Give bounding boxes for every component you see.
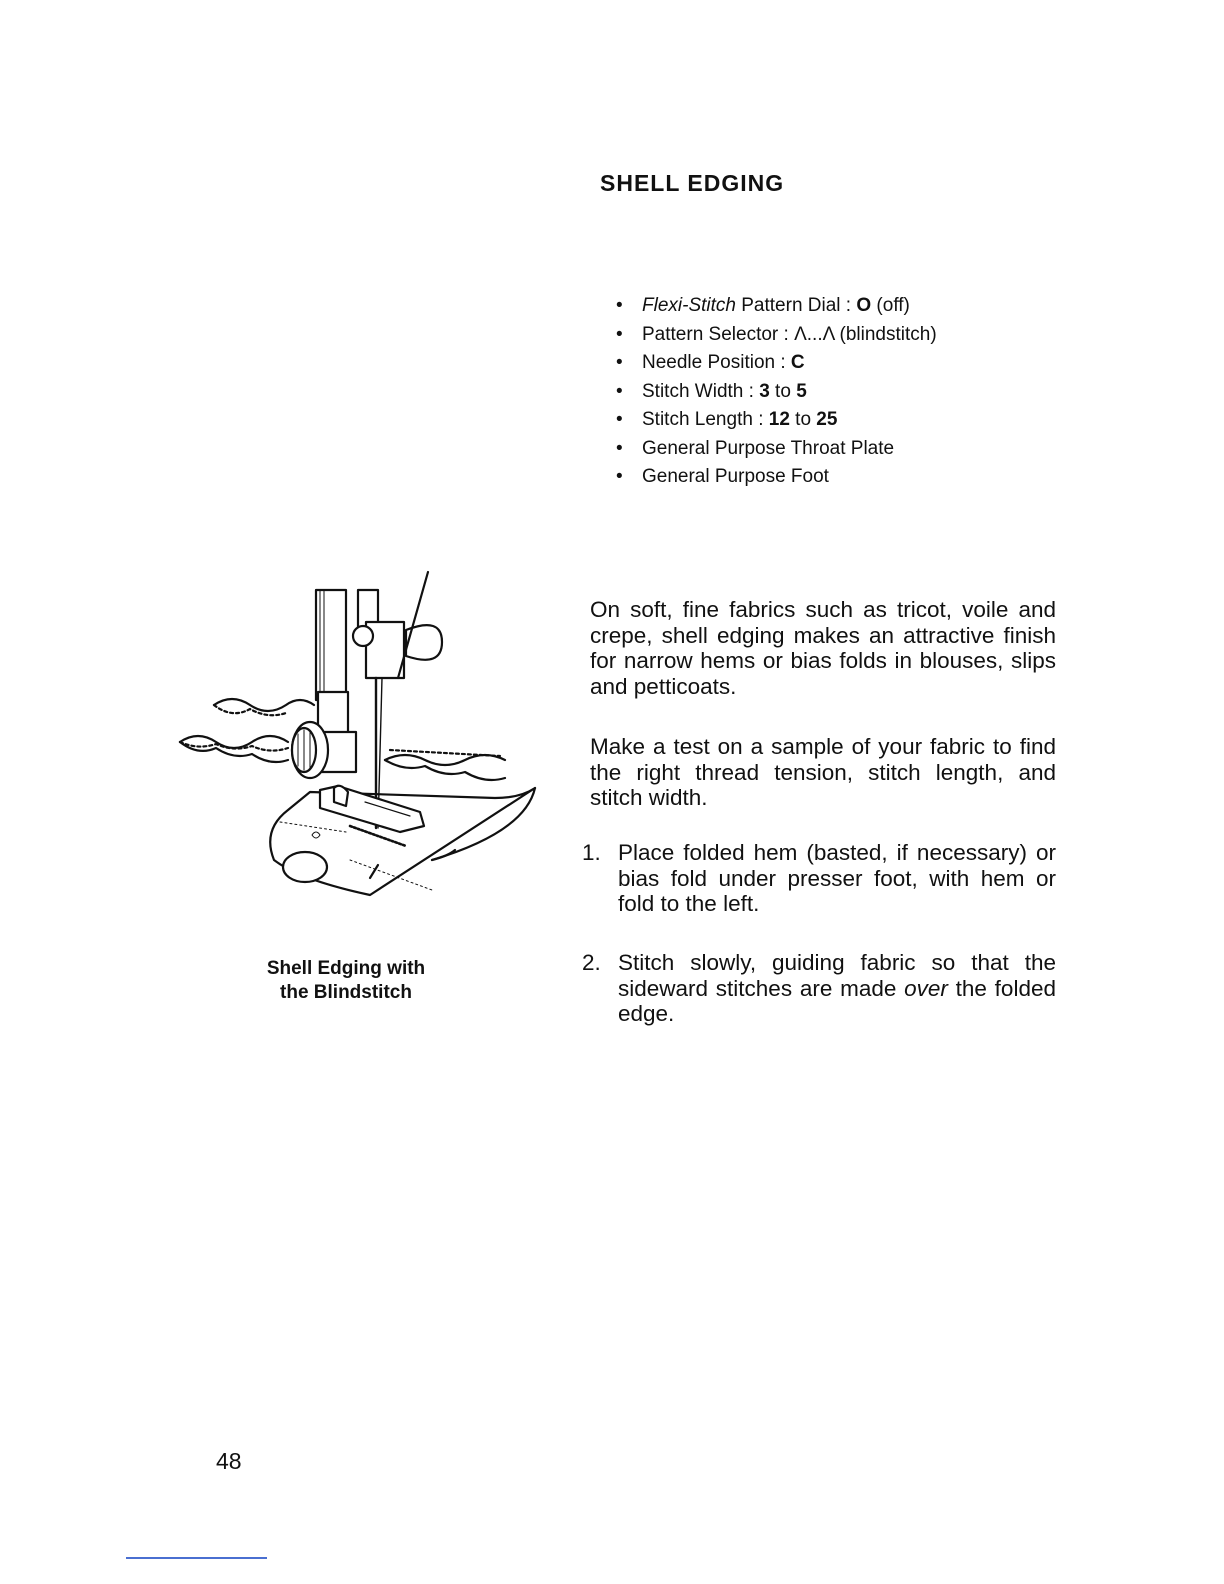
settings-item-foot: • General Purpose Foot	[616, 463, 937, 492]
emphasis-over: over	[904, 975, 948, 1001]
settings-item-pattern-selector: • Pattern Selector : Λ...Λ (blindstitch)	[616, 321, 937, 350]
page-title: SHELL EDGING	[600, 170, 785, 196]
settings-item-stitch-length: • Stitch Length : 12 to 25	[616, 406, 937, 435]
settings-item-stitch-width: • Stitch Width : 3 to 5	[616, 378, 937, 407]
settings-item-throat-plate: • General Purpose Throat Plate	[616, 435, 937, 464]
flexi-stitch-label: Flexi-Stitch	[642, 295, 736, 316]
blindstitch-symbol: Λ...Λ	[794, 323, 835, 345]
step-text: Stitch slowly, guiding fabric so that the sideward stitches are made over the folded edge.	[618, 950, 1056, 1026]
test-paragraph: Make a test on a sample of your fabric to find the right thread tension, stitch length, and stitch width.	[590, 734, 1056, 810]
intro-paragraph: On soft, fine fabrics such as tricot, voile and crepe, shell edging makes an attractive finish for narrow hems or bias folds in blouses, slips and petticoats.	[590, 597, 1056, 699]
settings-item-pattern-dial: • Flexi-Stitch Pattern Dial : O (off)	[616, 292, 937, 321]
step-2	[582, 950, 1056, 1027]
settings-item-needle-position: • Needle Position : C	[616, 349, 937, 378]
sewing-foot-illustration	[170, 560, 550, 910]
settings-list	[616, 292, 937, 492]
figure-caption: Shell Edging with the Blindstitch	[266, 958, 426, 1003]
step-number: 1.	[582, 840, 601, 865]
step-1	[582, 840, 1056, 917]
step-text: Place folded hem (basted, if necessary) or bias fold under presser foot, with hem or fold to the left.	[618, 840, 1056, 916]
step-number: 2.	[582, 950, 601, 975]
page-number: 48	[216, 1448, 242, 1474]
footer-rule	[126, 1557, 267, 1559]
